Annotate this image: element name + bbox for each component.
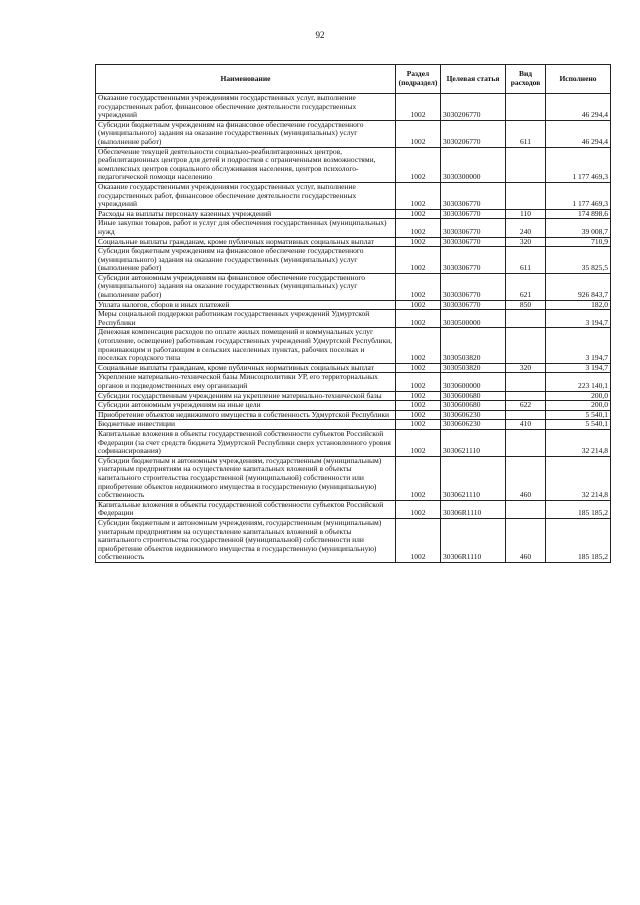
cell-section: 1002 (396, 328, 441, 363)
cell-amount: 3 194,7 (546, 363, 611, 373)
table-row (96, 373, 611, 391)
cell-type: 320 (506, 363, 546, 373)
cell-name: Социальные выплаты гражданам, кроме публичных нормативных социальных выплат (96, 237, 396, 247)
cell-target: 3030600680 (441, 391, 506, 401)
table-row (96, 328, 611, 363)
cell-name: Субсидии автономным учреждениям на финансовое обеспечение государственного (муниципального) задания на оказание государственных (муниципальных) услуг (выполнение работ) (96, 273, 396, 300)
cell-section: 1002 (396, 94, 441, 121)
cell-target: 3030206770 (441, 94, 506, 121)
cell-name: Социальные выплаты гражданам, кроме публичных нормативных социальных выплат (96, 363, 396, 373)
cell-name: Укрепление материально-технической базы Минсоцполитики УР, его территориальных органов и подведомственных ему организаций (96, 373, 396, 391)
cell-amount: 32 214,8 (546, 456, 611, 500)
cell-type (506, 94, 546, 121)
cell-type: 611 (506, 247, 546, 274)
cell-name: Расходы на выплаты персоналу казенных учреждений (96, 209, 396, 219)
cell-section: 1002 (396, 373, 441, 391)
table-header-row (96, 65, 611, 94)
cell-amount: 185 185,2 (546, 518, 611, 562)
cell-amount: 1 177 469,3 (546, 182, 611, 209)
cell-target: 3030306770 (441, 237, 506, 247)
cell-name: Субсидии бюджетным и автономным учреждениям, государственным (муниципальным) унитарным предприятиям на осуществление капитальных вложений в объекты капитального строительства государственной (муниципальной) собственности или приобретение объектов недвижимого имущества в государственную (муниципальную) собственность (96, 518, 396, 562)
cell-section: 1002 (396, 273, 441, 300)
cell-name: Оказание государственными учреждениями государственных услуг, выполнение государственных работ, финансовое обеспечение деятельности государственных учреждений (96, 182, 396, 209)
cell-amount: 710,9 (546, 237, 611, 247)
cell-name: Субсидии государственным учреждениям на укрепление материально-технической базы (96, 391, 396, 401)
table-row (96, 247, 611, 274)
cell-name: Субсидии бюджетным учреждениям на финансовое обеспечение государственного (муниципального) задания на оказание государственных (муниципальных) услуг (выполнение работ) (96, 247, 396, 274)
cell-name: Приобретение объектов недвижимого имущества в собственность Удмуртской Республики (96, 410, 396, 420)
cell-target: 3030306770 (441, 273, 506, 300)
cell-target: 3030500000 (441, 310, 506, 328)
cell-amount: 35 825,5 (546, 247, 611, 274)
cell-type (506, 373, 546, 391)
cell-target: 3030621110 (441, 429, 506, 456)
cell-amount: 200,0 (546, 401, 611, 411)
cell-type: 410 (506, 420, 546, 430)
cell-amount: 200,0 (546, 391, 611, 401)
cell-amount: 185 185,2 (546, 500, 611, 518)
cell-name: Меры социальной поддержки работникам государственных учреждений Удмуртской Республики (96, 310, 396, 328)
cell-amount: 174 898,6 (546, 209, 611, 219)
cell-target: 3030306770 (441, 219, 506, 237)
cell-section: 1002 (396, 363, 441, 373)
cell-type (506, 500, 546, 518)
cell-type (506, 147, 546, 182)
cell-target: 3030503820 (441, 328, 506, 363)
cell-name: Уплата налогов, сборов и иных платежей (96, 300, 396, 310)
cell-name: Бюджетные инвестиции (96, 420, 396, 430)
cell-section: 1002 (396, 209, 441, 219)
cell-target: 30306R1110 (441, 500, 506, 518)
cell-target: 3030606230 (441, 420, 506, 430)
table-row (96, 429, 611, 456)
cell-section: 1002 (396, 500, 441, 518)
cell-type (506, 429, 546, 456)
cell-type: 611 (506, 120, 546, 147)
page-number: 92 (315, 30, 325, 40)
table-row (96, 219, 611, 237)
header-section: Раздел (подраздел) (396, 65, 441, 94)
table-row (96, 120, 611, 147)
cell-section: 1002 (396, 456, 441, 500)
cell-type (506, 310, 546, 328)
cell-amount: 5 540,1 (546, 420, 611, 430)
cell-name: Капитальные вложения в объекты государственной собственности субъектов Российской Федерации (96, 500, 396, 518)
cell-section: 1002 (396, 310, 441, 328)
table-row (96, 310, 611, 328)
cell-type (506, 182, 546, 209)
cell-type: 320 (506, 237, 546, 247)
cell-amount: 182,0 (546, 300, 611, 310)
cell-amount: 46 294,4 (546, 94, 611, 121)
cell-section: 1002 (396, 429, 441, 456)
cell-target: 3030600000 (441, 373, 506, 391)
budget-table (95, 64, 611, 563)
table-row (96, 401, 611, 411)
cell-amount: 926 843,7 (546, 273, 611, 300)
cell-section: 1002 (396, 300, 441, 310)
table-row (96, 273, 611, 300)
cell-target: 3030306770 (441, 247, 506, 274)
cell-name: Иные закупки товаров, работ и услуг для обеспечения государственных (муниципальных) нужд (96, 219, 396, 237)
cell-type: 110 (506, 209, 546, 219)
cell-type: 621 (506, 273, 546, 300)
header-name: Наименование (96, 65, 396, 94)
cell-section: 1002 (396, 147, 441, 182)
table-row (96, 518, 611, 562)
cell-amount: 5 540,1 (546, 410, 611, 420)
cell-section: 1002 (396, 401, 441, 411)
cell-target: 3030600680 (441, 401, 506, 411)
cell-section: 1002 (396, 410, 441, 420)
table-row (96, 500, 611, 518)
cell-amount: 46 294,4 (546, 120, 611, 147)
cell-target: 30306R1110 (441, 518, 506, 562)
table-body (96, 94, 611, 563)
cell-amount: 223 140,1 (546, 373, 611, 391)
cell-type: 460 (506, 456, 546, 500)
cell-section: 1002 (396, 420, 441, 430)
cell-target: 3030300000 (441, 147, 506, 182)
cell-target: 3030606230 (441, 410, 506, 420)
cell-section: 1002 (396, 237, 441, 247)
table-row (96, 147, 611, 182)
cell-amount: 32 214,8 (546, 429, 611, 456)
cell-target: 3030306770 (441, 182, 506, 209)
cell-amount: 3 194,7 (546, 328, 611, 363)
table-row (96, 94, 611, 121)
cell-type: 240 (506, 219, 546, 237)
table-row (96, 456, 611, 500)
cell-name: Денежная компенсация расходов по оплате жилых помещений и коммунальных услуг (отопление, освещение) работникам государственных учреждений Удмуртской Республики, проживающим и работающим в сельских населенных пунктах, рабочих поселках и поселках городского типа (96, 328, 396, 363)
cell-type: 850 (506, 300, 546, 310)
cell-type (506, 328, 546, 363)
cell-name: Субсидии автономным учреждениям на иные цели (96, 401, 396, 411)
cell-amount: 1 177 469,3 (546, 147, 611, 182)
cell-target: 3030503820 (441, 363, 506, 373)
cell-target: 3030621110 (441, 456, 506, 500)
cell-amount: 39 008,7 (546, 219, 611, 237)
cell-target: 3030306770 (441, 300, 506, 310)
cell-name: Субсидии бюджетным и автономным учреждениям, государственным (муниципальным) унитарным предприятиям на осуществление капитальных вложений в объекты капитального строительства государственной (муниципальной) собственности или приобретение объектов недвижимого имущества в государственную (муниципальную) собственность (96, 456, 396, 500)
cell-section: 1002 (396, 247, 441, 274)
cell-section: 1002 (396, 518, 441, 562)
cell-target: 3030306770 (441, 209, 506, 219)
cell-section: 1002 (396, 120, 441, 147)
cell-section: 1002 (396, 182, 441, 209)
cell-type: 622 (506, 401, 546, 411)
header-amount: Исполнено (546, 65, 611, 94)
header-type: Вид расходов (506, 65, 546, 94)
cell-name: Оказание государственными учреждениями государственных услуг, выполнение государственных работ, финансовое обеспечение деятельности государственных учреждений (96, 94, 396, 121)
cell-section: 1002 (396, 391, 441, 401)
cell-name: Обеспечение текущей деятельности социально-реабилитационных центров, реабилитационных центров для детей и подростков с ограниченными возможностями, комплексных центров социального обслуживания населения, центров психолого-педагогической помощи населению (96, 147, 396, 182)
cell-type: 460 (506, 518, 546, 562)
cell-section: 1002 (396, 219, 441, 237)
cell-name: Капитальные вложения в объекты государственной собственности субъектов Российской Федерации (за счет средств бюджета Удмуртской Республики сверх установленного уровня софинансирования) (96, 429, 396, 456)
cell-target: 3030206770 (441, 120, 506, 147)
header-target: Целевая статья (441, 65, 506, 94)
table-row (96, 182, 611, 209)
cell-name: Субсидии бюджетным учреждениям на финансовое обеспечение государственного (муниципального) задания на оказание государственных (муниципальных) услуг (выполнение работ) (96, 120, 396, 147)
cell-amount: 3 194,7 (546, 310, 611, 328)
